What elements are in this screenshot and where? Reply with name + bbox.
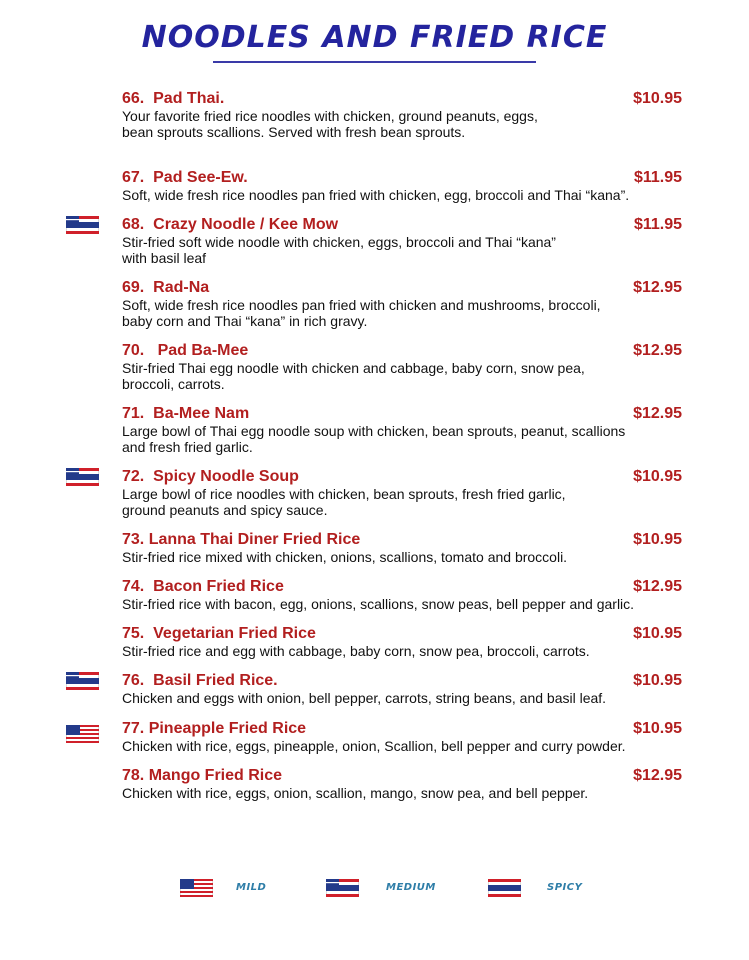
item-description: Stir-fried rice with bacon, egg, onions, scallions, snow peas, bell pepper and garlic. [122,596,635,612]
item-price: $10.95 [633,672,682,689]
item-description: Soft, wide fresh rice noodles pan fried with chicken and mushrooms, broccoli, baby corn and Thai “kana” in rich gravy. [122,297,601,329]
medium-flag-icon [66,216,99,234]
item-price: $12.95 [633,767,682,784]
item-price: $11.95 [633,216,682,233]
spicy-flag-icon [488,879,521,897]
legend-label-medium: MEDIUM [386,882,436,893]
item-description: Stir-fried soft wide noodle with chicken, eggs, broccoli and Thai “kana” with basil leaf [122,234,556,266]
page-title: NOODLES AND FRIED RICE [141,20,608,55]
item-name: 77. Pineapple Fried Rice [122,720,307,737]
item-description: Soft, wide fresh rice noodles pan fried with chicken, egg, broccoli and Thai “kana”. [122,187,630,203]
item-description: Stir-fried rice mixed with chicken, onions, scallions, tomato and broccoli. [122,549,568,565]
item-name: 68. Crazy Noodle / Kee Mow [122,216,339,233]
mild-flag-icon [66,725,99,743]
item-name: 72. Spicy Noodle Soup [122,468,299,485]
item-description: Large bowl of Thai egg noodle soup with chicken, bean sprouts, peanut, scallions and fresh fried garlic. [122,423,626,455]
item-price: $10.95 [633,625,682,642]
item-name: 78. Mango Fried Rice [122,767,283,784]
item-price: $12.95 [633,279,682,296]
title-underline [213,61,536,63]
item-description: Chicken with rice, eggs, onion, scallion, mango, snow pea, and bell pepper. [122,785,589,801]
item-description: Chicken with rice, eggs, pineapple, onion, Scallion, bell pepper and curry powder. [122,738,626,754]
medium-flag-icon [66,468,99,486]
item-price: $10.95 [633,468,682,485]
item-description: Large bowl of rice noodles with chicken, bean sprouts, fresh fried garlic, ground peanuts and spicy sauce. [122,486,566,518]
item-name: 70. Pad Ba-Mee [122,342,249,359]
item-name: 76. Basil Fried Rice. [122,672,278,689]
medium-flag-icon [66,672,99,690]
item-price: $12.95 [633,342,682,359]
item-price: $10.95 [633,90,682,107]
legend-label-mild: MILD [236,882,267,893]
item-price: $11.95 [633,169,682,186]
item-price: $12.95 [633,578,682,595]
item-name: 71. Ba-Mee Nam [122,405,250,422]
mild-flag-icon [180,879,213,897]
item-description: Your favorite fried rice noodles with chicken, ground peanuts, eggs, bean sprouts scallions. Served with fresh bean sprouts. [122,108,538,140]
medium-flag-icon [326,879,359,897]
legend-label-spicy: SPICY [547,882,583,893]
item-name: 66. Pad Thai. [122,90,225,107]
item-name: 67. Pad See-Ew. [122,169,248,186]
item-name: 69. Rad-Na [122,279,210,296]
item-description: Stir-fried Thai egg noodle with chicken and cabbage, baby corn, snow pea, broccoli, carrots. [122,360,585,392]
item-price: $12.95 [633,405,682,422]
item-price: $10.95 [633,720,682,737]
item-description: Chicken and eggs with onion, bell pepper, carrots, string beans, and basil leaf. [122,690,607,706]
item-name: 74. Bacon Fried Rice [122,578,284,595]
item-price: $10.95 [633,531,682,548]
item-name: 73. Lanna Thai Diner Fried Rice [122,531,361,548]
item-name: 75. Vegetarian Fried Rice [122,625,316,642]
item-description: Stir-fried rice and egg with cabbage, baby corn, snow pea, broccoli, carrots. [122,643,590,659]
